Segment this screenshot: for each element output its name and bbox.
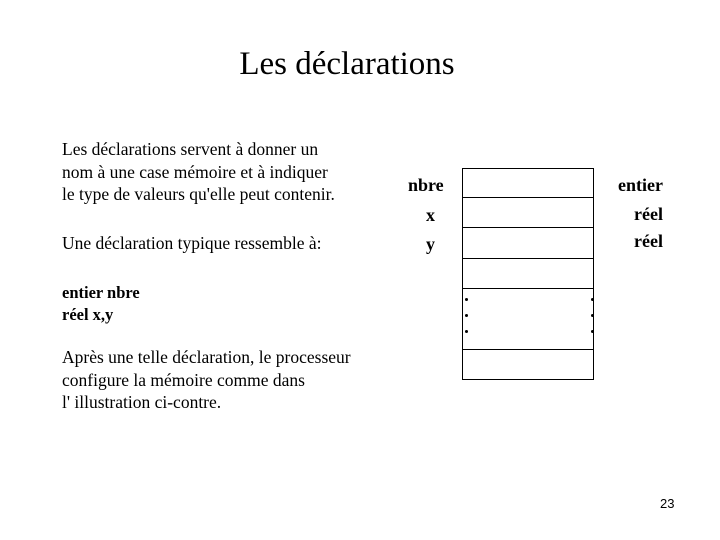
example-intro: Une déclaration typique ressemble à: — [62, 233, 322, 253]
variable-label-nbre: nbre — [408, 175, 444, 195]
ellipsis-dot — [465, 330, 468, 333]
intro-paragraph: Les déclarations servent à donner un nom à une case mémoire et à indiquer le type de valeurs qu'elle peut contenir. — [62, 139, 335, 204]
slide-title: Les déclarations — [239, 46, 455, 82]
memory-left-edge — [462, 288, 463, 350]
variable-label-x: x — [426, 205, 435, 225]
memory-cell-last — [462, 349, 594, 380]
ellipsis-dot — [465, 298, 468, 301]
ellipsis-dot — [591, 314, 594, 317]
ellipsis-dot — [591, 330, 594, 333]
type-label-entier: entier — [618, 175, 663, 195]
memory-cell — [462, 258, 594, 289]
ellipsis-dot — [465, 314, 468, 317]
page-number: 23 — [660, 496, 675, 511]
type-label-reel-x: réel — [634, 204, 663, 224]
type-label-reel-y: réel — [634, 231, 663, 251]
variable-label-y: y — [426, 234, 435, 254]
declaration-code: entier nbre réel x,y — [62, 283, 140, 324]
memory-cell — [462, 197, 594, 228]
memory-cell — [462, 168, 594, 198]
conclusion-paragraph: Après une telle déclaration, le processeur configure la mémoire comme dans l' illustration ci-contre. — [62, 347, 351, 412]
ellipsis-dot — [591, 298, 594, 301]
memory-cell — [462, 227, 594, 259]
